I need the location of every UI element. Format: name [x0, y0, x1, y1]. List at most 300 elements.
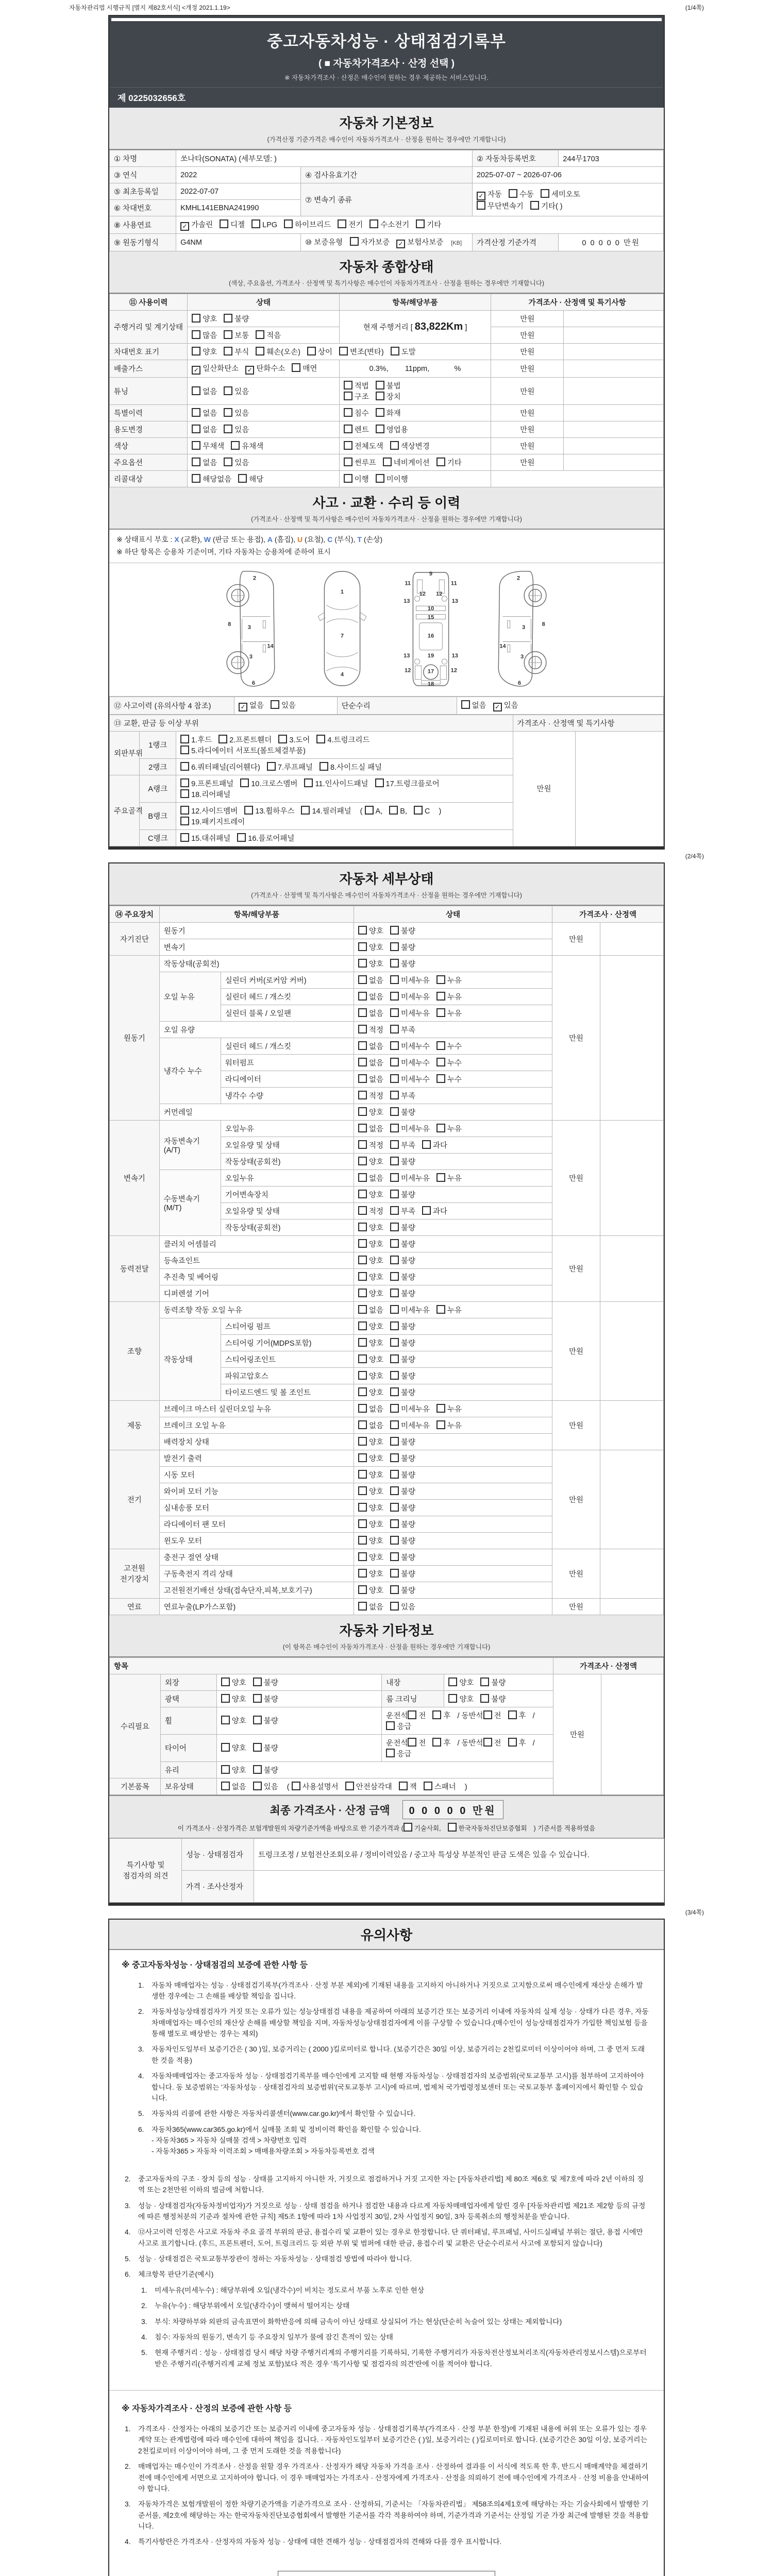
checkbox-option[interactable] [436, 1074, 462, 1084]
checkbox-option[interactable] [390, 1272, 415, 1282]
checkbox-option[interactable] [390, 1304, 430, 1315]
checkbox-option[interactable] [376, 473, 408, 484]
checkbox[interactable] [375, 778, 384, 787]
checkbox[interactable] [192, 347, 200, 355]
checkbox[interactable] [180, 762, 189, 771]
checkbox-option[interactable] [180, 778, 233, 789]
checkbox[interactable] [256, 330, 264, 339]
checkbox[interactable] [480, 1694, 489, 1703]
checkbox[interactable] [224, 314, 232, 323]
checkbox[interactable] [432, 1738, 441, 1747]
checkbox[interactable] [358, 1486, 367, 1495]
checkbox-option[interactable] [477, 189, 502, 200]
checkbox-option[interactable] [390, 1107, 415, 1117]
checkbox-option[interactable] [480, 1693, 506, 1704]
checkbox[interactable] [390, 1124, 399, 1132]
checkbox[interactable] [358, 1223, 367, 1231]
checkbox[interactable] [358, 1602, 367, 1611]
checkbox-option[interactable] [358, 1568, 383, 1579]
checkbox-option[interactable] [244, 805, 294, 816]
checkbox-option[interactable] [390, 1601, 415, 1612]
checkbox[interactable] [224, 408, 232, 417]
checkbox-option[interactable] [390, 1585, 415, 1596]
checkbox-option[interactable] [358, 1123, 383, 1134]
checkbox-option[interactable] [389, 806, 407, 816]
checkbox[interactable] [390, 1371, 399, 1380]
checkbox[interactable] [390, 1157, 399, 1165]
checkbox[interactable] [416, 219, 425, 228]
checkbox-option[interactable] [390, 1090, 415, 1101]
checkbox[interactable] [316, 735, 325, 743]
checkbox-option[interactable] [253, 1677, 278, 1688]
checkbox-option[interactable] [390, 1024, 415, 1035]
checkbox-option[interactable] [448, 1693, 474, 1704]
checkbox-option[interactable] [530, 200, 563, 211]
checkbox-option[interactable] [253, 1781, 278, 1792]
checkbox-option[interactable] [391, 346, 416, 357]
checkbox-option[interactable] [390, 1486, 415, 1497]
checkbox[interactable] [192, 386, 200, 395]
checkbox-option[interactable] [224, 424, 249, 435]
checkbox[interactable] [508, 1710, 517, 1719]
checkbox[interactable] [390, 1354, 399, 1363]
checkbox[interactable] [192, 474, 200, 483]
checkbox-option[interactable] [192, 330, 217, 341]
checkbox-option[interactable] [344, 391, 369, 402]
checkbox-option[interactable] [408, 1710, 426, 1721]
checkbox-option[interactable] [284, 219, 331, 230]
checkbox-option[interactable] [390, 1288, 415, 1299]
checkbox[interactable] [344, 457, 352, 466]
checkbox-option[interactable] [180, 805, 238, 816]
checkbox[interactable] [390, 1058, 399, 1066]
checkbox[interactable] [358, 1025, 367, 1033]
checkbox-option[interactable] [358, 1189, 383, 1200]
checkbox[interactable] [180, 778, 189, 787]
checkbox-option[interactable] [180, 745, 306, 756]
checkbox-option[interactable] [220, 219, 245, 230]
checkbox[interactable] [180, 789, 189, 798]
checkbox-option[interactable] [358, 1370, 383, 1381]
checkbox[interactable] [390, 1256, 399, 1264]
checkbox-option[interactable] [251, 219, 277, 229]
checkbox-option[interactable] [436, 1041, 462, 1052]
checkbox[interactable] [390, 441, 399, 450]
checkbox-option[interactable] [192, 408, 217, 418]
checkbox[interactable] [390, 992, 399, 1001]
checkbox-option[interactable] [432, 1737, 450, 1748]
checkbox[interactable] [180, 817, 189, 825]
checkbox-option[interactable] [390, 1552, 415, 1563]
checkbox-option[interactable] [358, 1519, 383, 1530]
checkbox-option[interactable] [436, 1403, 462, 1414]
checkbox[interactable]: ✓ [396, 240, 405, 248]
checkbox[interactable] [389, 806, 398, 815]
checkbox-option[interactable] [304, 778, 368, 789]
checkbox[interactable] [424, 1782, 432, 1790]
checkbox[interactable] [221, 1765, 230, 1774]
checkbox[interactable] [390, 1305, 399, 1314]
checkbox[interactable] [408, 1738, 416, 1747]
checkbox-option[interactable] [358, 1057, 383, 1068]
checkbox[interactable] [358, 1206, 367, 1215]
checkbox[interactable]: ✓ [192, 366, 200, 375]
checkbox[interactable] [358, 1437, 367, 1446]
checkbox[interactable] [390, 1140, 399, 1149]
checkbox[interactable] [436, 992, 445, 1001]
checkbox[interactable] [344, 408, 352, 417]
checkbox-option[interactable] [483, 1737, 501, 1748]
checkbox-option[interactable] [344, 424, 369, 435]
checkbox-option[interactable] [224, 457, 249, 468]
checkbox-option[interactable] [253, 1715, 278, 1726]
checkbox-option[interactable] [509, 189, 534, 199]
checkbox-option[interactable] [390, 991, 430, 1002]
checkbox[interactable] [483, 1738, 492, 1747]
checkbox-option[interactable] [508, 1710, 526, 1721]
checkbox-option[interactable] [278, 734, 310, 745]
checkbox-option[interactable] [383, 457, 430, 468]
checkbox[interactable] [414, 806, 423, 815]
checkbox[interactable] [358, 1289, 367, 1297]
checkbox[interactable] [369, 219, 378, 228]
checkbox[interactable] [221, 1743, 230, 1752]
checkbox[interactable] [339, 347, 348, 355]
checkbox-option[interactable] [180, 761, 260, 772]
checkbox[interactable] [461, 700, 470, 709]
checkbox[interactable] [390, 1025, 399, 1033]
checkbox-option[interactable] [390, 1074, 430, 1084]
checkbox-option[interactable] [240, 778, 297, 789]
checkbox-option[interactable] [390, 1206, 415, 1216]
checkbox[interactable] [358, 1041, 367, 1050]
checkbox-option[interactable] [358, 1321, 383, 1332]
checkbox[interactable]: ✓ [180, 222, 189, 231]
checkbox-option[interactable] [376, 424, 408, 435]
checkbox-option[interactable] [224, 346, 249, 357]
checkbox[interactable] [399, 1782, 408, 1790]
checkbox-option[interactable] [339, 346, 384, 357]
checkbox[interactable] [436, 1058, 445, 1066]
checkbox-option[interactable] [358, 1024, 383, 1035]
checkbox[interactable] [267, 762, 276, 771]
checkbox[interactable] [390, 1223, 399, 1231]
checkbox-option[interactable] [390, 1156, 415, 1167]
checkbox[interactable] [436, 1404, 445, 1413]
checkbox-option[interactable] [390, 1354, 415, 1365]
checkbox-option[interactable] [477, 200, 524, 211]
checkbox[interactable] [436, 1305, 445, 1314]
checkbox[interactable] [358, 1470, 367, 1479]
checkbox-option[interactable] [192, 313, 217, 324]
checkbox[interactable] [307, 347, 316, 355]
checkbox[interactable] [304, 778, 313, 787]
checkbox[interactable] [448, 1694, 457, 1703]
checkbox[interactable] [390, 1503, 399, 1512]
checkbox[interactable] [432, 1710, 441, 1719]
checkbox-option[interactable] [390, 1057, 430, 1068]
checkbox[interactable] [508, 1738, 517, 1747]
checkbox-option[interactable] [358, 925, 383, 936]
checkbox[interactable] [180, 806, 189, 815]
checkbox[interactable] [344, 425, 352, 433]
checkbox-option[interactable] [480, 1677, 506, 1688]
checkbox[interactable] [192, 314, 200, 323]
checkbox-option[interactable] [192, 424, 217, 435]
checkbox-option[interactable] [344, 440, 383, 451]
checkbox[interactable] [390, 1289, 399, 1297]
checkbox-option[interactable] [436, 975, 462, 986]
checkbox-option[interactable] [307, 346, 332, 357]
checkbox-option[interactable] [390, 1453, 415, 1464]
checkbox[interactable] [220, 219, 228, 228]
checkbox-option[interactable] [253, 1742, 278, 1753]
checkbox[interactable] [358, 1420, 367, 1429]
checkbox[interactable] [180, 735, 189, 743]
checkbox-option[interactable] [358, 1337, 383, 1348]
checkbox-option[interactable] [448, 1823, 527, 1833]
checkbox-option[interactable] [432, 1710, 450, 1721]
checkbox-option[interactable] [422, 1140, 447, 1150]
checkbox[interactable] [358, 1585, 367, 1594]
checkbox[interactable] [253, 1743, 262, 1752]
checkbox[interactable] [541, 189, 549, 198]
checkbox[interactable] [358, 1058, 367, 1066]
checkbox[interactable] [390, 1585, 399, 1594]
checkbox[interactable] [390, 1173, 399, 1182]
checkbox-option[interactable] [320, 761, 382, 772]
checkbox[interactable] [344, 392, 352, 400]
checkbox[interactable] [358, 1008, 367, 1017]
checkbox-option[interactable] [390, 1239, 415, 1249]
checkbox-option[interactable] [192, 440, 224, 451]
checkbox[interactable] [301, 806, 310, 815]
checkbox-option[interactable] [358, 1469, 383, 1480]
checkbox[interactable] [404, 1823, 412, 1832]
checkbox-option[interactable] [192, 346, 217, 357]
checkbox[interactable] [338, 219, 346, 228]
checkbox-option[interactable] [408, 1737, 426, 1748]
checkbox[interactable] [224, 457, 232, 466]
checkbox-option[interactable] [358, 1206, 383, 1216]
checkbox[interactable] [358, 1371, 367, 1380]
checkbox-option[interactable] [390, 1420, 430, 1431]
checkbox[interactable] [192, 441, 200, 450]
checkbox-option[interactable] [253, 1765, 278, 1775]
checkbox-option[interactable] [390, 1123, 430, 1134]
checkbox[interactable] [390, 1437, 399, 1446]
checkbox-option[interactable] [390, 1140, 415, 1150]
checkbox-option[interactable] [390, 925, 415, 936]
checkbox[interactable] [358, 1321, 367, 1330]
checkbox[interactable] [240, 778, 249, 787]
checkbox-option[interactable] [390, 1387, 415, 1398]
checkbox[interactable] [436, 1008, 445, 1017]
checkbox-option[interactable] [358, 1090, 383, 1101]
checkbox-option[interactable] [375, 778, 440, 789]
checkbox[interactable] [358, 1239, 367, 1248]
checkbox[interactable] [436, 1124, 445, 1132]
checkbox-option[interactable] [422, 1206, 447, 1216]
checkbox[interactable] [358, 1157, 367, 1165]
checkbox-option[interactable] [399, 1781, 417, 1792]
checkbox-option[interactable] [358, 1107, 383, 1117]
checkbox-option[interactable] [358, 1255, 383, 1266]
checkbox-option[interactable] [292, 1781, 339, 1792]
checkbox-option[interactable] [436, 1123, 462, 1134]
checkbox-option[interactable] [245, 363, 285, 375]
checkbox[interactable] [358, 1453, 367, 1462]
checkbox[interactable] [192, 408, 200, 417]
checkbox[interactable] [253, 1765, 262, 1774]
checkbox[interactable] [358, 1074, 367, 1083]
checkbox-option[interactable] [180, 219, 213, 231]
checkbox[interactable] [436, 1420, 445, 1429]
checkbox-option[interactable] [358, 1239, 383, 1249]
checkbox-option[interactable] [358, 1420, 383, 1431]
checkbox[interactable] [386, 1721, 395, 1730]
checkbox-option[interactable] [221, 1765, 246, 1775]
checkbox-option[interactable] [390, 1436, 415, 1447]
checkbox-option[interactable] [358, 1535, 383, 1546]
checkbox[interactable] [383, 457, 392, 466]
checkbox-option[interactable] [358, 1222, 383, 1233]
checkbox[interactable] [350, 237, 359, 246]
checkbox-option[interactable] [358, 1156, 383, 1167]
checkbox-option[interactable] [224, 408, 249, 418]
checkbox[interactable] [376, 381, 384, 389]
checkbox-option[interactable] [253, 1693, 278, 1704]
checkbox[interactable] [278, 735, 287, 743]
checkbox[interactable] [376, 425, 384, 433]
checkbox[interactable] [422, 1140, 431, 1149]
checkbox[interactable] [344, 441, 352, 450]
checkbox-option[interactable] [390, 1222, 415, 1233]
checkbox-option[interactable] [390, 942, 415, 953]
checkbox-option[interactable] [390, 1502, 415, 1513]
checkbox[interactable] [344, 381, 352, 389]
checkbox[interactable] [284, 219, 293, 228]
checkbox[interactable] [358, 942, 367, 951]
checkbox-option[interactable] [358, 1008, 383, 1019]
checkbox[interactable] [390, 1338, 399, 1347]
checkbox[interactable] [390, 1569, 399, 1578]
checkbox[interactable] [224, 330, 232, 339]
checkbox-option[interactable] [390, 1519, 415, 1530]
checkbox-option[interactable] [386, 1748, 411, 1759]
checkbox-option[interactable] [390, 1403, 430, 1414]
checkbox-option[interactable] [358, 991, 383, 1002]
checkbox-option[interactable] [390, 1189, 415, 1200]
checkbox-option[interactable] [414, 806, 430, 816]
checkbox-option[interactable] [350, 236, 390, 247]
checkbox-option[interactable] [508, 1737, 526, 1748]
checkbox-option[interactable] [180, 833, 230, 843]
checkbox-option[interactable] [483, 1710, 501, 1721]
checkbox[interactable] [358, 926, 367, 935]
checkbox-option[interactable] [224, 313, 249, 324]
checkbox[interactable] [390, 1321, 399, 1330]
checkbox[interactable] [358, 1354, 367, 1363]
checkbox[interactable] [345, 1782, 354, 1790]
checkbox[interactable] [238, 474, 247, 483]
checkbox-option[interactable] [396, 236, 443, 248]
checkbox-option[interactable] [338, 219, 363, 230]
checkbox[interactable] [251, 219, 260, 228]
checkbox[interactable] [221, 1677, 230, 1686]
checkbox[interactable] [358, 1338, 367, 1347]
checkbox[interactable] [320, 762, 328, 771]
checkbox-option[interactable] [221, 1781, 246, 1792]
checkbox-option[interactable] [358, 1354, 383, 1365]
checkbox-option[interactable] [221, 1677, 246, 1688]
checkbox-option[interactable] [369, 219, 409, 230]
checkbox-option[interactable] [358, 1140, 383, 1150]
checkbox[interactable] [253, 1694, 262, 1703]
checkbox[interactable] [436, 457, 445, 466]
checkbox-option[interactable] [390, 1535, 415, 1546]
checkbox[interactable] [358, 959, 367, 968]
checkbox-option[interactable] [358, 958, 383, 969]
checkbox-option[interactable] [239, 700, 264, 711]
checkbox-option[interactable] [416, 219, 441, 230]
checkbox[interactable]: ✓ [239, 703, 247, 711]
checkbox[interactable] [358, 1107, 367, 1116]
checkbox[interactable] [376, 392, 384, 400]
checkbox-option[interactable] [376, 408, 401, 418]
checkbox-option[interactable] [344, 473, 369, 484]
checkbox[interactable] [358, 1091, 367, 1099]
checkbox-option[interactable] [436, 1008, 462, 1019]
checkbox-option[interactable] [390, 1337, 415, 1348]
checkbox-option[interactable] [267, 761, 313, 772]
checkbox-option[interactable] [238, 473, 263, 484]
checkbox-option[interactable] [390, 975, 430, 986]
checkbox[interactable] [253, 1716, 262, 1724]
checkbox[interactable] [483, 1710, 492, 1719]
checkbox-option[interactable] [436, 991, 462, 1002]
checkbox[interactable] [271, 700, 279, 709]
checkbox-option[interactable] [224, 386, 249, 397]
checkbox[interactable] [448, 1677, 457, 1686]
checkbox-option[interactable] [180, 789, 230, 800]
checkbox-option[interactable] [180, 816, 245, 827]
checkbox-option[interactable] [461, 700, 486, 710]
checkbox-option[interactable] [271, 700, 296, 710]
checkbox[interactable]: ✓ [493, 703, 502, 711]
checkbox[interactable] [221, 1782, 230, 1790]
checkbox-option[interactable] [192, 457, 217, 468]
checkbox[interactable] [436, 1173, 445, 1182]
checkbox-option[interactable] [358, 1272, 383, 1282]
checkbox-option[interactable] [221, 1742, 246, 1753]
checkbox[interactable] [292, 1782, 300, 1790]
checkbox[interactable] [244, 806, 253, 815]
checkbox-option[interactable] [365, 806, 383, 816]
checkbox[interactable] [358, 1190, 367, 1198]
checkbox[interactable] [390, 1486, 399, 1495]
checkbox[interactable] [253, 1782, 262, 1790]
checkbox[interactable] [376, 408, 384, 417]
checkbox[interactable] [390, 975, 399, 984]
checkbox-option[interactable] [390, 1008, 430, 1019]
checkbox[interactable] [390, 926, 399, 935]
checkbox[interactable] [390, 1239, 399, 1248]
checkbox-option[interactable] [390, 1041, 430, 1052]
checkbox-option[interactable] [376, 380, 401, 391]
checkbox[interactable] [358, 1536, 367, 1545]
checkbox[interactable] [390, 1107, 399, 1116]
